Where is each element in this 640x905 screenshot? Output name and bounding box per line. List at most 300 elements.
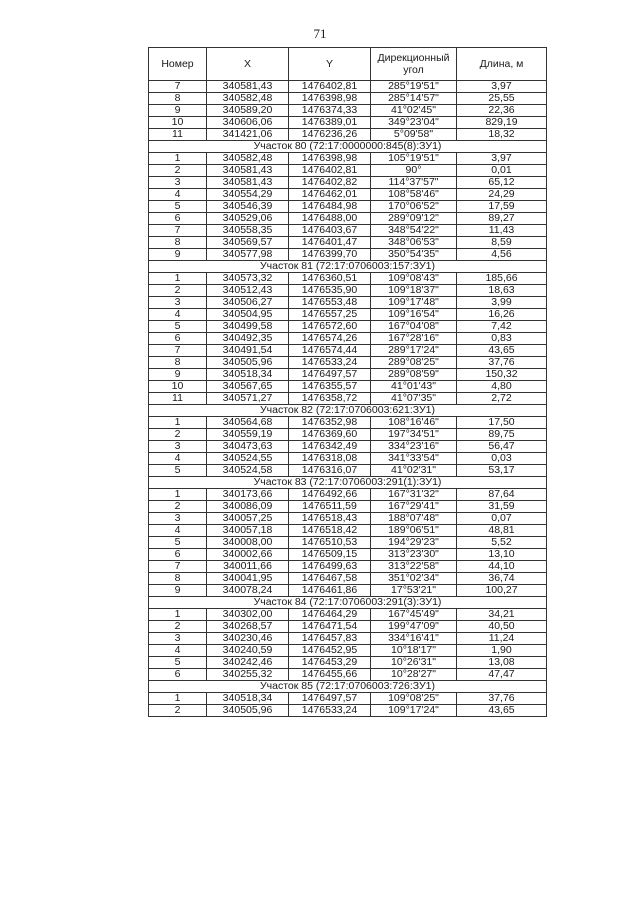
point-number-cell: 7	[149, 81, 207, 93]
bearing-cell: 90°	[371, 165, 457, 177]
x-coordinate-cell: 340524,58	[207, 465, 289, 477]
bearing-cell: 41°01'43"	[371, 381, 457, 393]
length-cell: 43,65	[457, 345, 547, 357]
point-number-cell: 5	[149, 657, 207, 669]
point-number-cell: 3	[149, 297, 207, 309]
point-number-cell: 2	[149, 165, 207, 177]
x-coordinate-cell: 340524,55	[207, 453, 289, 465]
table-row	[149, 453, 547, 465]
bearing-cell: 10°26'31"	[371, 657, 457, 669]
table-row	[149, 489, 547, 501]
x-coordinate-cell: 340606,06	[207, 117, 289, 129]
bearing-cell: 109°08'25"	[371, 693, 457, 705]
table-row	[149, 621, 547, 633]
coordinates-table	[148, 47, 547, 717]
bearing-cell: 41°02'31"	[371, 465, 457, 477]
y-coordinate-cell: 1476484,98	[289, 201, 371, 213]
y-coordinate-cell: 1476533,24	[289, 705, 371, 717]
point-number-cell: 9	[149, 369, 207, 381]
y-coordinate-cell: 1476389,01	[289, 117, 371, 129]
y-coordinate-cell: 1476360,51	[289, 273, 371, 285]
length-cell: 8,59	[457, 237, 547, 249]
table-row	[149, 441, 547, 453]
x-coordinate-cell: 340173,66	[207, 489, 289, 501]
y-coordinate-cell: 1476352,98	[289, 417, 371, 429]
y-coordinate-cell: 1476318,08	[289, 453, 371, 465]
table-row	[149, 465, 547, 477]
x-coordinate-cell: 340473,63	[207, 441, 289, 453]
bearing-cell: 334°23'16"	[371, 441, 457, 453]
table-row	[149, 285, 547, 297]
section-header-row	[149, 597, 547, 609]
bearing-cell: 189°06'51"	[371, 525, 457, 537]
point-number-cell: 8	[149, 357, 207, 369]
header-bearing: Дирекционный угол	[371, 48, 457, 81]
y-coordinate-cell: 1476509,15	[289, 549, 371, 561]
point-number-cell: 5	[149, 465, 207, 477]
point-number-cell: 8	[149, 573, 207, 585]
section-header-row	[149, 681, 547, 693]
table-row	[149, 705, 547, 717]
table-row	[149, 573, 547, 585]
length-cell: 0,83	[457, 333, 547, 345]
length-cell: 40,50	[457, 621, 547, 633]
length-cell: 53,17	[457, 465, 547, 477]
table-row	[149, 297, 547, 309]
y-coordinate-cell: 1476399,70	[289, 249, 371, 261]
bearing-cell: 313°23'30"	[371, 549, 457, 561]
bearing-cell: 313°22'58"	[371, 561, 457, 573]
point-number-cell: 2	[149, 285, 207, 297]
x-coordinate-cell: 340569,57	[207, 237, 289, 249]
header-y: Y	[289, 48, 371, 81]
length-cell: 150,32	[457, 369, 547, 381]
point-number-cell: 10	[149, 381, 207, 393]
table-row	[149, 273, 547, 285]
y-coordinate-cell: 1476402,81	[289, 81, 371, 93]
table-row	[149, 357, 547, 369]
point-number-cell: 3	[149, 633, 207, 645]
table-row	[149, 249, 547, 261]
table-row	[149, 693, 547, 705]
point-number-cell: 4	[149, 645, 207, 657]
table-row	[149, 393, 547, 405]
x-coordinate-cell: 341421,06	[207, 129, 289, 141]
x-coordinate-cell: 340057,25	[207, 513, 289, 525]
y-coordinate-cell: 1476464,29	[289, 609, 371, 621]
bearing-cell: 167°31'32"	[371, 489, 457, 501]
length-cell: 3,97	[457, 81, 547, 93]
length-cell: 65,12	[457, 177, 547, 189]
point-number-cell: 8	[149, 237, 207, 249]
point-number-cell: 3	[149, 513, 207, 525]
length-cell: 25,55	[457, 93, 547, 105]
length-cell: 34,21	[457, 609, 547, 621]
length-cell: 48,81	[457, 525, 547, 537]
bearing-cell: 197°34'51"	[371, 429, 457, 441]
table-row	[149, 549, 547, 561]
length-cell: 31,59	[457, 501, 547, 513]
y-coordinate-cell: 1476461,86	[289, 585, 371, 597]
length-cell: 37,76	[457, 693, 547, 705]
y-coordinate-cell: 1476499,63	[289, 561, 371, 573]
bearing-cell: 109°17'48"	[371, 297, 457, 309]
y-coordinate-cell: 1476471,54	[289, 621, 371, 633]
length-cell: 87,64	[457, 489, 547, 501]
bearing-cell: 341°33'54"	[371, 453, 457, 465]
point-number-cell: 6	[149, 549, 207, 561]
x-coordinate-cell: 340573,32	[207, 273, 289, 285]
bearing-cell: 167°45'49"	[371, 609, 457, 621]
section-title: Участок 84 (72:17:0706003:291(3):ЗУ1)	[149, 597, 547, 609]
bearing-cell: 109°16'54"	[371, 309, 457, 321]
length-cell: 17,59	[457, 201, 547, 213]
y-coordinate-cell: 1476510,53	[289, 537, 371, 549]
x-coordinate-cell: 340492,35	[207, 333, 289, 345]
length-cell: 4,80	[457, 381, 547, 393]
point-number-cell: 2	[149, 429, 207, 441]
bearing-cell: 285°19'51"	[371, 81, 457, 93]
x-coordinate-cell: 340567,65	[207, 381, 289, 393]
length-cell: 37,76	[457, 357, 547, 369]
table-row	[149, 501, 547, 513]
table-row	[149, 153, 547, 165]
point-number-cell: 9	[149, 585, 207, 597]
x-coordinate-cell: 340505,96	[207, 705, 289, 717]
x-coordinate-cell: 340255,32	[207, 669, 289, 681]
length-cell: 0,01	[457, 165, 547, 177]
y-coordinate-cell: 1476455,66	[289, 669, 371, 681]
bearing-cell: 109°18'37"	[371, 285, 457, 297]
y-coordinate-cell: 1476553,48	[289, 297, 371, 309]
x-coordinate-cell: 340506,27	[207, 297, 289, 309]
section-header-row	[149, 477, 547, 489]
length-cell: 2,72	[457, 393, 547, 405]
point-number-cell: 2	[149, 621, 207, 633]
table-row	[149, 513, 547, 525]
bearing-cell: 289°08'25"	[371, 357, 457, 369]
bearing-cell: 109°17'24"	[371, 705, 457, 717]
bearing-cell: 289°17'24"	[371, 345, 457, 357]
bearing-cell: 194°29'23"	[371, 537, 457, 549]
x-coordinate-cell: 340491,54	[207, 345, 289, 357]
x-coordinate-cell: 340008,00	[207, 537, 289, 549]
x-coordinate-cell: 340582,48	[207, 93, 289, 105]
x-coordinate-cell: 340577,98	[207, 249, 289, 261]
bearing-cell: 108°58'46"	[371, 189, 457, 201]
length-cell: 829,19	[457, 117, 547, 129]
bearing-cell: 167°29'41"	[371, 501, 457, 513]
y-coordinate-cell: 1476398,98	[289, 153, 371, 165]
x-coordinate-cell: 340581,43	[207, 165, 289, 177]
length-cell: 7,42	[457, 321, 547, 333]
table-row	[149, 165, 547, 177]
page-number: 71	[313, 26, 327, 41]
point-number-cell: 7	[149, 225, 207, 237]
point-number-cell: 1	[149, 489, 207, 501]
x-coordinate-cell: 340564,68	[207, 417, 289, 429]
header-x: X	[207, 48, 289, 81]
point-number-cell: 2	[149, 705, 207, 717]
length-cell: 1,90	[457, 645, 547, 657]
table-row	[149, 333, 547, 345]
x-coordinate-cell: 340518,34	[207, 369, 289, 381]
point-number-cell: 10	[149, 117, 207, 129]
bearing-cell: 17°53'21"	[371, 585, 457, 597]
point-number-cell: 9	[149, 105, 207, 117]
bearing-cell: 105°19'51"	[371, 153, 457, 165]
bearing-cell: 41°02'45"	[371, 105, 457, 117]
x-coordinate-cell: 340518,34	[207, 693, 289, 705]
table-row	[149, 177, 547, 189]
x-coordinate-cell: 340011,66	[207, 561, 289, 573]
y-coordinate-cell: 1476518,42	[289, 525, 371, 537]
table-header-row	[149, 48, 547, 81]
point-number-cell: 8	[149, 93, 207, 105]
x-coordinate-cell: 340302,00	[207, 609, 289, 621]
y-coordinate-cell: 1476497,57	[289, 693, 371, 705]
point-number-cell: 5	[149, 321, 207, 333]
x-coordinate-cell: 340581,43	[207, 177, 289, 189]
point-number-cell: 7	[149, 561, 207, 573]
y-coordinate-cell: 1476572,60	[289, 321, 371, 333]
point-number-cell: 1	[149, 417, 207, 429]
bearing-cell: 289°08'59"	[371, 369, 457, 381]
x-coordinate-cell: 340268,57	[207, 621, 289, 633]
table-row	[149, 105, 547, 117]
y-coordinate-cell: 1476236,26	[289, 129, 371, 141]
length-cell: 13,10	[457, 549, 547, 561]
length-cell: 24,29	[457, 189, 547, 201]
length-cell: 44,10	[457, 561, 547, 573]
length-cell: 4,56	[457, 249, 547, 261]
x-coordinate-cell: 340078,24	[207, 585, 289, 597]
bearing-cell: 5°09'58"	[371, 129, 457, 141]
length-cell: 47,47	[457, 669, 547, 681]
y-coordinate-cell: 1476533,24	[289, 357, 371, 369]
section-title: Участок 83 (72:17:0706003:291(1):ЗУ1)	[149, 477, 547, 489]
table-row	[149, 117, 547, 129]
x-coordinate-cell: 340546,39	[207, 201, 289, 213]
length-cell: 89,75	[457, 429, 547, 441]
x-coordinate-cell: 340589,20	[207, 105, 289, 117]
y-coordinate-cell: 1476574,44	[289, 345, 371, 357]
bearing-cell: 348°06'53"	[371, 237, 457, 249]
point-number-cell: 5	[149, 537, 207, 549]
bearing-cell: 109°08'43"	[371, 273, 457, 285]
length-cell: 36,74	[457, 573, 547, 585]
table-row	[149, 237, 547, 249]
x-coordinate-cell: 340529,06	[207, 213, 289, 225]
table-row	[149, 585, 547, 597]
y-coordinate-cell: 1476402,81	[289, 165, 371, 177]
y-coordinate-cell: 1476369,60	[289, 429, 371, 441]
length-cell: 11,24	[457, 633, 547, 645]
bearing-cell: 351°02'34"	[371, 573, 457, 585]
table-row	[149, 609, 547, 621]
table-row	[149, 225, 547, 237]
length-cell: 13,08	[457, 657, 547, 669]
point-number-cell: 11	[149, 393, 207, 405]
bearing-cell: 188°07'48"	[371, 513, 457, 525]
bearing-cell: 10°28'27"	[371, 669, 457, 681]
point-number-cell: 11	[149, 129, 207, 141]
y-coordinate-cell: 1476497,57	[289, 369, 371, 381]
table-row	[149, 321, 547, 333]
bearing-cell: 285°14'57"	[371, 93, 457, 105]
table-row	[149, 633, 547, 645]
y-coordinate-cell: 1476488,00	[289, 213, 371, 225]
y-coordinate-cell: 1476557,25	[289, 309, 371, 321]
section-header-row	[149, 405, 547, 417]
x-coordinate-cell: 340242,46	[207, 657, 289, 669]
x-coordinate-cell: 340504,95	[207, 309, 289, 321]
length-cell: 5,52	[457, 537, 547, 549]
y-coordinate-cell: 1476401,47	[289, 237, 371, 249]
x-coordinate-cell: 340230,46	[207, 633, 289, 645]
bearing-cell: 350°54'35"	[371, 249, 457, 261]
y-coordinate-cell: 1476398,98	[289, 93, 371, 105]
table-body	[149, 81, 547, 717]
bearing-cell: 334°16'41"	[371, 633, 457, 645]
y-coordinate-cell: 1476535,90	[289, 285, 371, 297]
bearing-cell: 10°18'17"	[371, 645, 457, 657]
x-coordinate-cell: 340582,48	[207, 153, 289, 165]
section-title: Участок 81 (72:17:0706003:157:ЗУ1)	[149, 261, 547, 273]
length-cell: 43,65	[457, 705, 547, 717]
table-row	[149, 561, 547, 573]
table-row	[149, 309, 547, 321]
header-length: Длина, м	[457, 48, 547, 81]
section-header-row	[149, 141, 547, 153]
point-number-cell: 5	[149, 201, 207, 213]
x-coordinate-cell: 340554,29	[207, 189, 289, 201]
table-row	[149, 525, 547, 537]
y-coordinate-cell: 1476467,58	[289, 573, 371, 585]
point-number-cell: 3	[149, 177, 207, 189]
point-number-cell: 1	[149, 693, 207, 705]
table-row	[149, 657, 547, 669]
x-coordinate-cell: 340041,95	[207, 573, 289, 585]
point-number-cell: 4	[149, 453, 207, 465]
section-header-row	[149, 261, 547, 273]
bearing-cell: 289°09'12"	[371, 213, 457, 225]
table-row	[149, 201, 547, 213]
x-coordinate-cell: 340571,27	[207, 393, 289, 405]
table-row	[149, 345, 547, 357]
point-number-cell: 9	[149, 249, 207, 261]
y-coordinate-cell: 1476574,26	[289, 333, 371, 345]
x-coordinate-cell: 340499,58	[207, 321, 289, 333]
x-coordinate-cell: 340505,96	[207, 357, 289, 369]
bearing-cell: 167°28'16"	[371, 333, 457, 345]
bearing-cell: 114°37'57"	[371, 177, 457, 189]
y-coordinate-cell: 1476462,01	[289, 189, 371, 201]
length-cell: 18,32	[457, 129, 547, 141]
section-title: Участок 82 (72:17:0706003:621:ЗУ1)	[149, 405, 547, 417]
x-coordinate-cell: 340559,19	[207, 429, 289, 441]
x-coordinate-cell: 340581,43	[207, 81, 289, 93]
y-coordinate-cell: 1476355,57	[289, 381, 371, 393]
length-cell: 17,50	[457, 417, 547, 429]
table-row	[149, 213, 547, 225]
length-cell: 16,26	[457, 309, 547, 321]
y-coordinate-cell: 1476452,95	[289, 645, 371, 657]
x-coordinate-cell: 340086,09	[207, 501, 289, 513]
table-row	[149, 669, 547, 681]
table-row	[149, 537, 547, 549]
bearing-cell: 199°47'09"	[371, 621, 457, 633]
length-cell: 100,27	[457, 585, 547, 597]
length-cell: 56,47	[457, 441, 547, 453]
bearing-cell: 167°04'08"	[371, 321, 457, 333]
table-row	[149, 93, 547, 105]
point-number-cell: 4	[149, 309, 207, 321]
point-number-cell: 1	[149, 153, 207, 165]
table-row	[149, 81, 547, 93]
bearing-cell: 41°07'35"	[371, 393, 457, 405]
length-cell: 0,03	[457, 453, 547, 465]
length-cell: 18,63	[457, 285, 547, 297]
y-coordinate-cell: 1476511,59	[289, 501, 371, 513]
section-title: Участок 80 (72:17:0000000:845(8):ЗУ1)	[149, 141, 547, 153]
table-row	[149, 417, 547, 429]
point-number-cell: 7	[149, 345, 207, 357]
length-cell: 3,97	[457, 153, 547, 165]
bearing-cell: 108°16'46"	[371, 417, 457, 429]
section-title: Участок 85 (72:17:0706003:726:ЗУ1)	[149, 681, 547, 693]
length-cell: 185,66	[457, 273, 547, 285]
x-coordinate-cell: 340240,59	[207, 645, 289, 657]
y-coordinate-cell: 1476492,66	[289, 489, 371, 501]
table-row	[149, 429, 547, 441]
table-row	[149, 369, 547, 381]
length-cell: 89,27	[457, 213, 547, 225]
x-coordinate-cell: 340002,66	[207, 549, 289, 561]
bearing-cell: 349°23'04"	[371, 117, 457, 129]
y-coordinate-cell: 1476518,43	[289, 513, 371, 525]
y-coordinate-cell: 1476457,83	[289, 633, 371, 645]
bearing-cell: 170°06'52"	[371, 201, 457, 213]
y-coordinate-cell: 1476402,82	[289, 177, 371, 189]
point-number-cell: 4	[149, 189, 207, 201]
point-number-cell: 6	[149, 333, 207, 345]
table-row	[149, 645, 547, 657]
length-cell: 22,36	[457, 105, 547, 117]
point-number-cell: 6	[149, 213, 207, 225]
point-number-cell: 6	[149, 669, 207, 681]
point-number-cell: 3	[149, 441, 207, 453]
point-number-cell: 2	[149, 501, 207, 513]
point-number-cell: 1	[149, 273, 207, 285]
table-row	[149, 189, 547, 201]
x-coordinate-cell: 340512,43	[207, 285, 289, 297]
x-coordinate-cell: 340558,35	[207, 225, 289, 237]
table-row	[149, 129, 547, 141]
y-coordinate-cell: 1476342,49	[289, 441, 371, 453]
header-number: Номер	[149, 48, 207, 81]
point-number-cell: 4	[149, 525, 207, 537]
bearing-cell: 348°54'22"	[371, 225, 457, 237]
length-cell: 0,07	[457, 513, 547, 525]
length-cell: 3,99	[457, 297, 547, 309]
x-coordinate-cell: 340057,18	[207, 525, 289, 537]
y-coordinate-cell: 1476453,29	[289, 657, 371, 669]
table-row	[149, 381, 547, 393]
length-cell: 11,43	[457, 225, 547, 237]
y-coordinate-cell: 1476374,33	[289, 105, 371, 117]
point-number-cell: 1	[149, 609, 207, 621]
